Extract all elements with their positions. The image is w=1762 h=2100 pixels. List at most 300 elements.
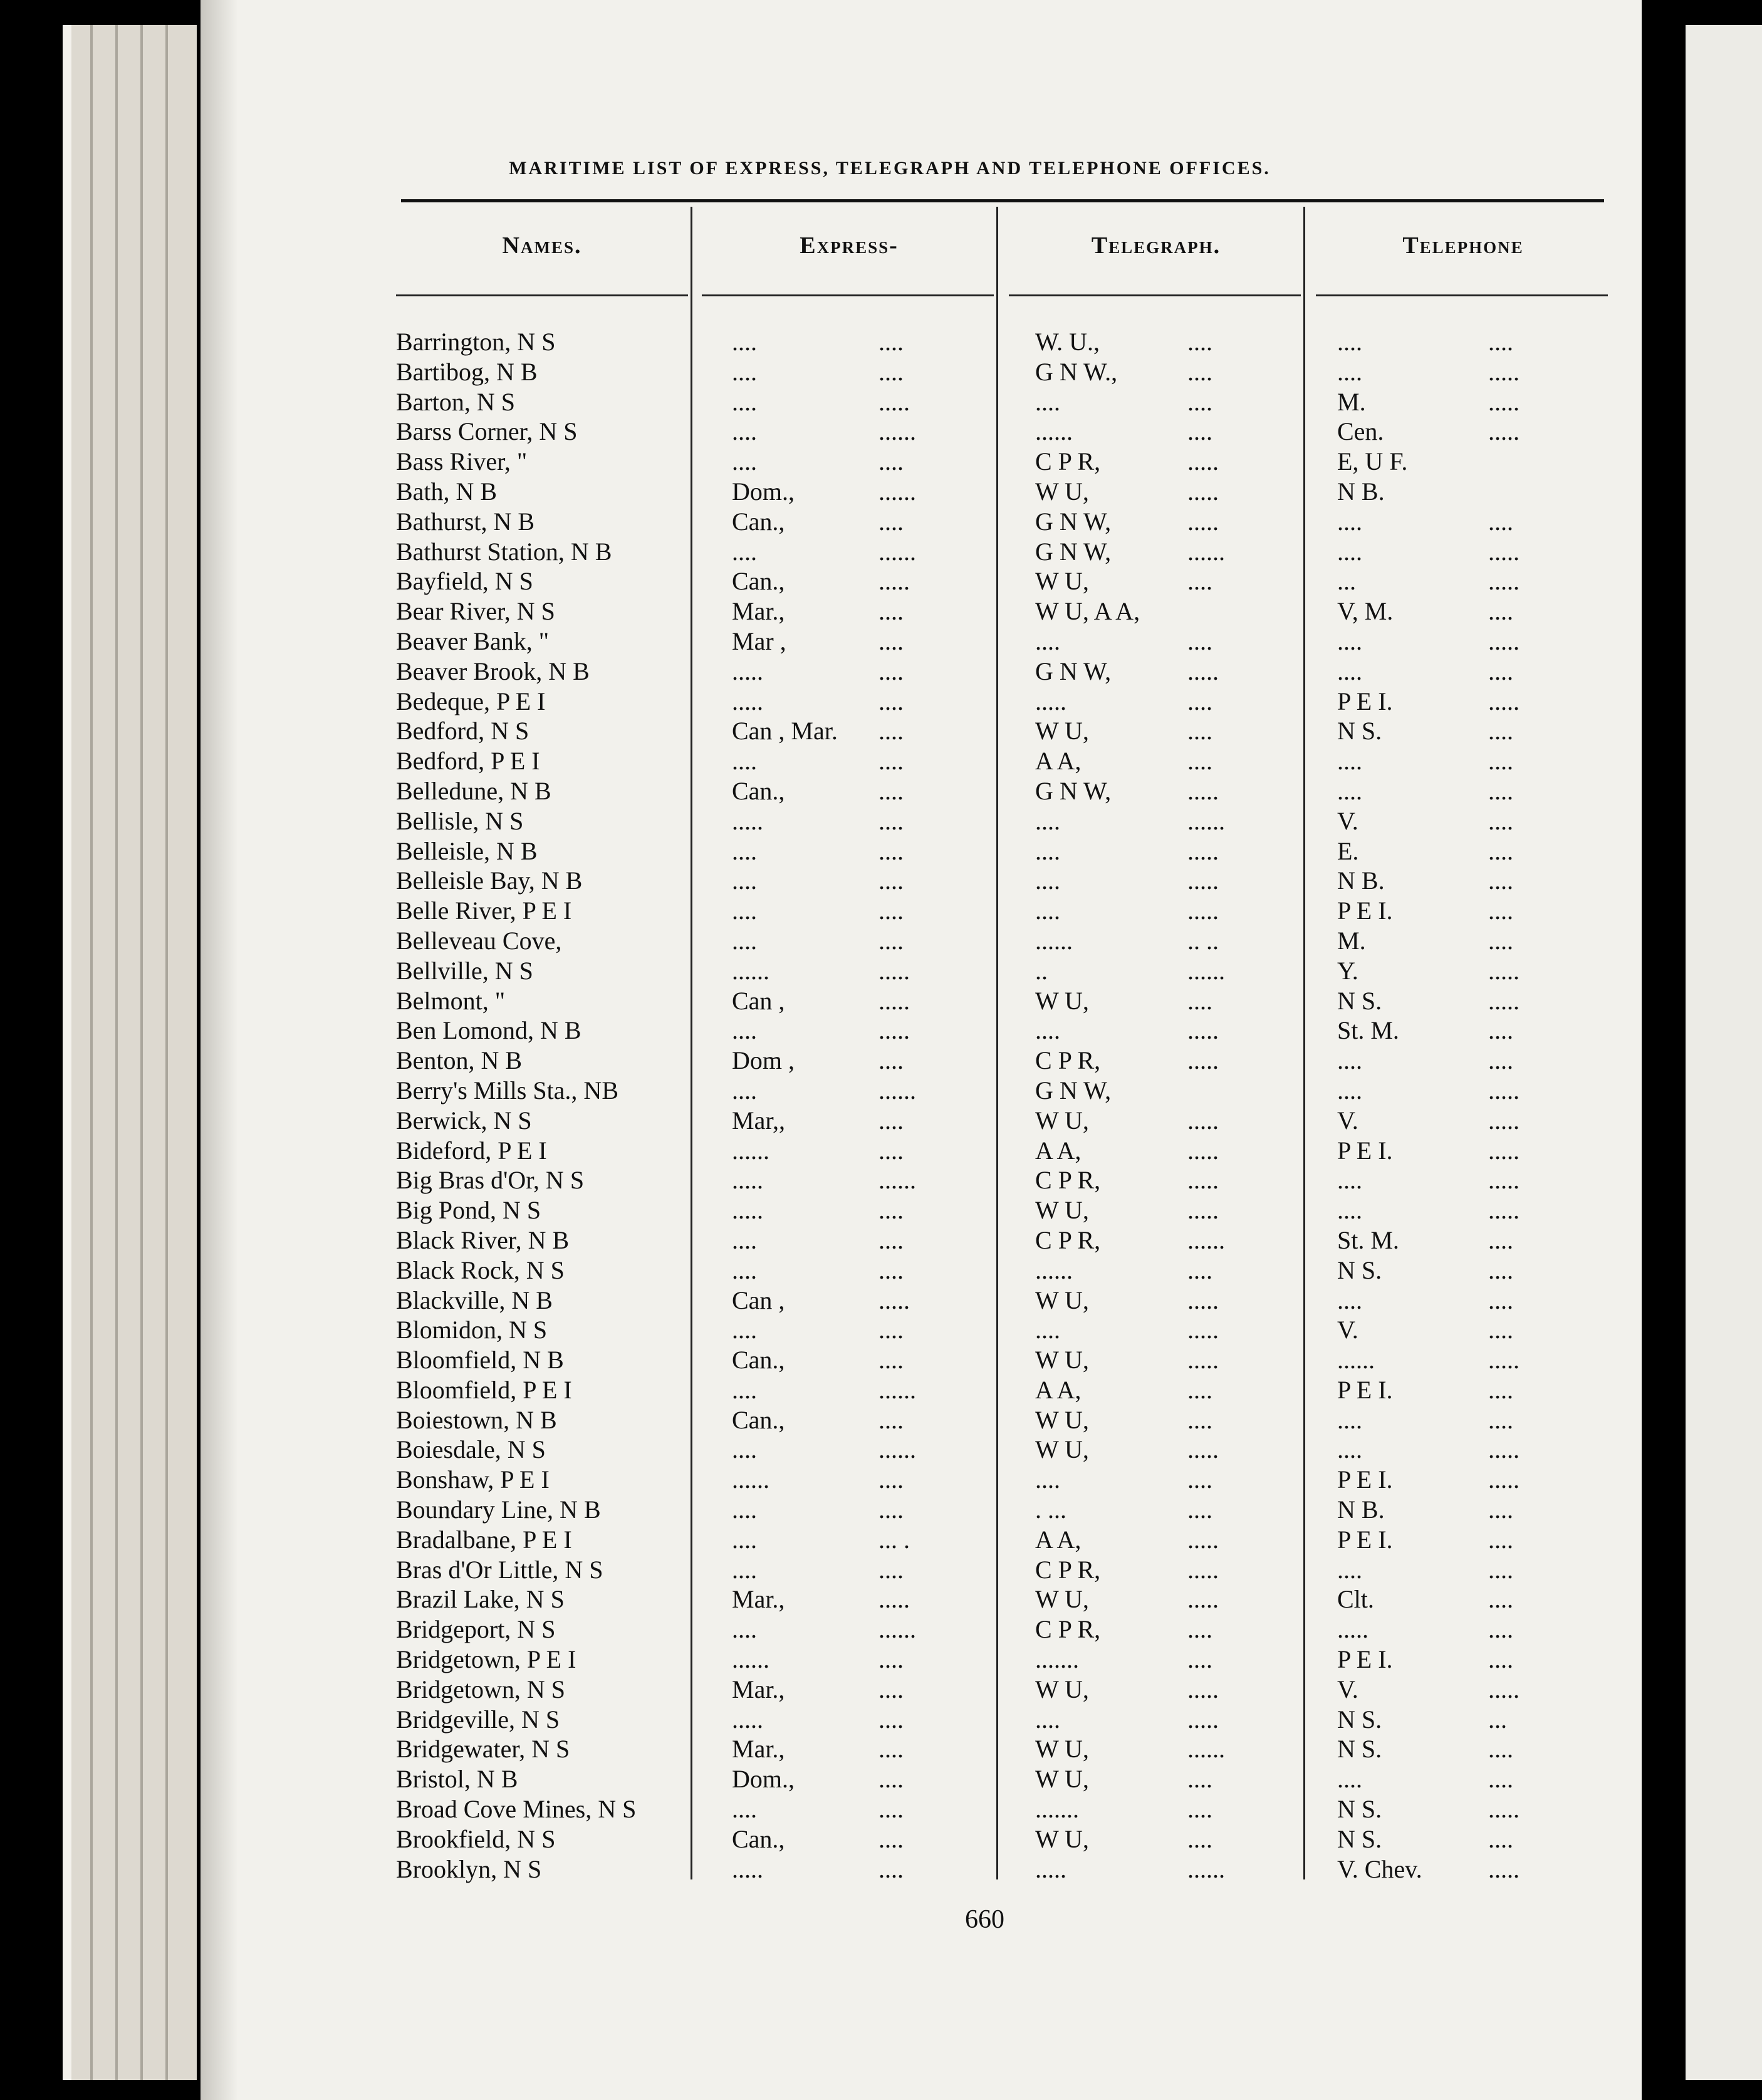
- express-agent: Mar,,: [732, 1106, 786, 1135]
- telephone-company: P E I.: [1337, 1645, 1393, 1674]
- telegraph-company: W. U.,: [1035, 328, 1100, 356]
- place-name: Beaver Bank, ": [396, 626, 550, 655]
- place-name: Black River, N B: [396, 1225, 570, 1254]
- express-agent: ....: [732, 866, 757, 895]
- telephone-company: ....: [1337, 1046, 1362, 1075]
- telegraph-extra: .....: [1187, 1016, 1219, 1045]
- telegraph-company: G N W.,: [1035, 357, 1118, 386]
- telegraph-company: ....: [1035, 626, 1060, 655]
- telephone-company: ....: [1337, 1166, 1362, 1195]
- place-name: Berry's Mills Sta., NB: [396, 1076, 618, 1105]
- express-agent: Can.,: [732, 776, 785, 805]
- table-row: [0, 1854, 1762, 1884]
- telephone-extra: ....: [1488, 1405, 1513, 1434]
- telephone-company: .....: [1337, 1615, 1368, 1644]
- telegraph-extra: ....: [1187, 387, 1212, 416]
- telegraph-company: .....: [1035, 1854, 1066, 1883]
- telegraph-extra: .....: [1187, 1286, 1219, 1314]
- telegraph-extra: .....: [1187, 1166, 1219, 1195]
- telegraph-company: W U,: [1035, 1765, 1089, 1794]
- place-name: Berwick, N S: [396, 1106, 532, 1135]
- express-extra: ....: [878, 357, 904, 386]
- table-row: [0, 626, 1762, 657]
- express-extra: ....: [878, 1316, 904, 1344]
- place-name: Benton, N B: [396, 1046, 523, 1075]
- express-agent: ....: [732, 328, 757, 356]
- telephone-extra: ....: [1488, 1225, 1513, 1254]
- telephone-company: Cen.: [1337, 417, 1384, 446]
- express-agent: Can.,: [732, 1824, 785, 1853]
- express-extra: ......: [878, 1615, 916, 1644]
- express-extra: ....: [878, 1645, 904, 1674]
- telegraph-extra: .....: [1187, 1705, 1219, 1734]
- express-agent: ......: [732, 1465, 769, 1494]
- telegraph-company: W U,: [1035, 1196, 1089, 1225]
- offices-table: [0, 327, 1762, 1884]
- telegraph-extra: ....: [1187, 1615, 1212, 1644]
- express-extra: ....: [878, 866, 904, 895]
- express-agent: ....: [732, 1255, 757, 1284]
- telegraph-extra: ....: [1187, 687, 1212, 715]
- express-extra: ....: [878, 1765, 904, 1794]
- express-extra: ....: [878, 1196, 904, 1225]
- table-row: [0, 1255, 1762, 1286]
- telegraph-company: G N W,: [1035, 776, 1112, 805]
- express-extra: ....: [878, 1136, 904, 1165]
- telegraph-extra: ....: [1187, 1795, 1212, 1824]
- express-agent: ....: [732, 1795, 757, 1824]
- telephone-company: ....: [1337, 537, 1362, 566]
- express-extra: ....: [878, 747, 904, 776]
- place-name: Bedford, N S: [396, 717, 529, 746]
- express-agent: Can ,: [732, 1286, 785, 1314]
- telegraph-company: G N W,: [1035, 657, 1112, 685]
- telegraph-extra: ....: [1187, 357, 1212, 386]
- telegraph-extra: .....: [1187, 507, 1219, 536]
- express-agent: .....: [732, 1854, 763, 1883]
- express-extra: ....: [878, 1735, 904, 1764]
- table-row: [0, 1195, 1762, 1225]
- telegraph-extra: .....: [1187, 1106, 1219, 1135]
- express-agent: .....: [732, 1196, 763, 1225]
- column-header-telephone: Telephone: [1402, 232, 1524, 259]
- telegraph-extra: .....: [1187, 1046, 1219, 1075]
- telegraph-extra: .....: [1187, 1435, 1219, 1464]
- telephone-extra: .....: [1488, 387, 1520, 416]
- telephone-extra: ....: [1488, 1645, 1513, 1674]
- telegraph-company: C P R,: [1035, 1555, 1101, 1584]
- telegraph-company: C P R,: [1035, 1166, 1101, 1195]
- telegraph-extra: .....: [1187, 1136, 1219, 1165]
- place-name: Bridgetown, P E I: [396, 1645, 576, 1674]
- express-extra: .....: [878, 1585, 910, 1614]
- express-agent: ....: [732, 897, 757, 925]
- telephone-extra: ....: [1488, 776, 1513, 805]
- express-agent: Can ,: [732, 986, 785, 1015]
- express-extra: ....: [878, 328, 904, 356]
- telephone-company: P E I.: [1337, 687, 1393, 715]
- telegraph-company: A A,: [1035, 747, 1082, 776]
- place-name: Bridgeport, N S: [396, 1615, 556, 1644]
- telephone-extra: .....: [1488, 1854, 1520, 1883]
- express-extra: ....: [878, 1495, 904, 1524]
- place-name: Boundary Line, N B: [396, 1495, 601, 1524]
- table-row: [0, 1286, 1762, 1316]
- telegraph-extra: .....: [1187, 477, 1219, 506]
- express-extra: ......: [878, 1435, 916, 1464]
- telegraph-company: ....: [1035, 806, 1060, 835]
- express-extra: ....: [878, 626, 904, 655]
- telegraph-extra: .....: [1187, 447, 1219, 476]
- telegraph-extra: ....: [1187, 1465, 1212, 1494]
- telephone-company: P E I.: [1337, 1465, 1393, 1494]
- express-agent: ....: [732, 417, 757, 446]
- express-agent: ....: [732, 836, 757, 865]
- telephone-company: ....: [1337, 657, 1362, 685]
- telephone-extra: ....: [1488, 1255, 1513, 1284]
- telegraph-extra: ....: [1187, 1765, 1212, 1794]
- telephone-extra: .....: [1488, 1076, 1520, 1105]
- telegraph-extra: ....: [1187, 986, 1212, 1015]
- telephone-extra: .....: [1488, 1196, 1520, 1225]
- table-row: [0, 1405, 1762, 1435]
- telephone-company: N S.: [1337, 1705, 1382, 1734]
- telegraph-extra: .....: [1187, 1555, 1219, 1584]
- telephone-extra: .....: [1488, 1795, 1520, 1824]
- express-agent: ......: [732, 956, 769, 985]
- express-agent: ....: [732, 537, 757, 566]
- place-name: Brazil Lake, N S: [396, 1585, 565, 1614]
- express-agent: Mar ,: [732, 626, 786, 655]
- express-agent: ....: [732, 1316, 757, 1344]
- telegraph-extra: ......: [1187, 537, 1225, 566]
- place-name: Bradalbane, P E I: [396, 1525, 572, 1554]
- express-agent: .....: [732, 1705, 763, 1734]
- telegraph-company: ......: [1035, 1255, 1073, 1284]
- telephone-extra: ....: [1488, 1525, 1513, 1554]
- telephone-extra: ....: [1488, 1585, 1513, 1614]
- telegraph-extra: ....: [1187, 567, 1212, 596]
- place-name: Boiesdale, N S: [396, 1435, 546, 1464]
- express-agent: ....: [732, 1495, 757, 1524]
- telephone-company: N S.: [1337, 717, 1382, 746]
- telephone-company: ....: [1337, 776, 1362, 805]
- express-agent: Can.,: [732, 1405, 785, 1434]
- express-agent: ....: [732, 926, 757, 955]
- place-name: Ben Lomond, N B: [396, 1016, 581, 1045]
- heading-rule: [401, 199, 1604, 202]
- place-name: Barss Corner, N S: [396, 417, 578, 446]
- express-extra: ....: [878, 776, 904, 805]
- telephone-company: ....: [1337, 357, 1362, 386]
- telegraph-extra: .....: [1187, 1525, 1219, 1554]
- express-extra: ....: [878, 1675, 904, 1703]
- telephone-company: ....: [1337, 328, 1362, 356]
- telephone-extra: ....: [1488, 1016, 1513, 1045]
- table-row: [0, 1076, 1762, 1106]
- place-name: Bloomfield, N B: [396, 1346, 564, 1375]
- telegraph-company: W U, A A,: [1035, 597, 1140, 626]
- express-agent: ....: [732, 357, 757, 386]
- express-extra: ....: [878, 897, 904, 925]
- place-name: Belleisle Bay, N B: [396, 866, 583, 895]
- table-row: [0, 1824, 1762, 1854]
- telephone-extra: .....: [1488, 1435, 1520, 1464]
- telephone-extra: ....: [1488, 657, 1513, 685]
- telegraph-company: W U,: [1035, 477, 1089, 506]
- telephone-company: N B.: [1337, 1495, 1385, 1524]
- telegraph-company: W U,: [1035, 986, 1089, 1015]
- express-agent: ....: [732, 1525, 757, 1554]
- table-row: [0, 687, 1762, 717]
- telegraph-extra: ....: [1187, 717, 1212, 746]
- place-name: Bridgewater, N S: [396, 1735, 570, 1764]
- express-agent: Dom.,: [732, 1765, 795, 1794]
- place-name: Black Rock, N S: [396, 1255, 565, 1284]
- telephone-company: P E I.: [1337, 1136, 1393, 1165]
- express-extra: ....: [878, 597, 904, 626]
- telegraph-extra: ....: [1187, 1645, 1212, 1674]
- table-row: [0, 507, 1762, 537]
- telegraph-company: ....: [1035, 1705, 1060, 1734]
- express-agent: Dom ,: [732, 1046, 795, 1075]
- place-name: Barrington, N S: [396, 328, 556, 356]
- express-agent: ....: [732, 1375, 757, 1404]
- table-row: [0, 956, 1762, 986]
- express-agent: .....: [732, 806, 763, 835]
- telegraph-extra: .....: [1187, 866, 1219, 895]
- telegraph-company: ....: [1035, 866, 1060, 895]
- telephone-extra: .....: [1488, 986, 1520, 1015]
- telephone-extra: ....: [1488, 1286, 1513, 1314]
- express-agent: ....: [732, 1555, 757, 1584]
- express-extra: ....: [878, 1705, 904, 1734]
- telephone-extra: ....: [1488, 717, 1513, 746]
- telephone-company: M.: [1337, 387, 1366, 416]
- place-name: Belmont, ": [396, 986, 506, 1015]
- place-name: Bridgeville, N S: [396, 1705, 560, 1734]
- express-extra: ....: [878, 507, 904, 536]
- telegraph-extra: ......: [1187, 1735, 1225, 1764]
- telephone-company: Clt.: [1337, 1585, 1374, 1614]
- telegraph-company: W U,: [1035, 1346, 1089, 1375]
- express-agent: Mar.,: [732, 1735, 785, 1764]
- table-row: [0, 1495, 1762, 1525]
- telephone-extra: ....: [1488, 1735, 1513, 1764]
- express-extra: ....: [878, 1795, 904, 1824]
- table-row: [0, 1375, 1762, 1405]
- place-name: Bristol, N B: [396, 1765, 518, 1794]
- table-row: [0, 1794, 1762, 1824]
- express-extra: ......: [878, 1375, 916, 1404]
- telegraph-company: W U,: [1035, 1435, 1089, 1464]
- telephone-extra: ....: [1488, 328, 1513, 356]
- express-extra: ....: [878, 447, 904, 476]
- table-row: [0, 1165, 1762, 1195]
- telephone-company: ....: [1337, 1286, 1362, 1314]
- express-agent: .....: [732, 657, 763, 685]
- table-row: [0, 1734, 1762, 1764]
- express-agent: ....: [732, 1016, 757, 1045]
- express-agent: Can , Mar.: [732, 717, 838, 746]
- telegraph-company: W U,: [1035, 567, 1089, 596]
- telephone-extra: ....: [1488, 836, 1513, 865]
- telegraph-extra: ....: [1187, 1255, 1212, 1284]
- telephone-extra: .....: [1488, 687, 1520, 715]
- express-extra: .....: [878, 387, 910, 416]
- telephone-extra: ...: [1488, 1705, 1507, 1734]
- express-extra: ......: [878, 1076, 916, 1105]
- telegraph-extra: .....: [1187, 1316, 1219, 1344]
- express-extra: .....: [878, 1286, 910, 1314]
- table-row: [0, 746, 1762, 776]
- table-row: [0, 1016, 1762, 1046]
- header-rule-telephone: [1316, 294, 1608, 296]
- telegraph-company: .......: [1035, 1795, 1079, 1824]
- telephone-extra: ....: [1488, 747, 1513, 776]
- express-extra: ....: [878, 836, 904, 865]
- place-name: Beaver Brook, N B: [396, 657, 590, 685]
- table-row: [0, 537, 1762, 567]
- table-row: [0, 387, 1762, 417]
- express-extra: ....: [878, 1854, 904, 1883]
- telegraph-company: W U,: [1035, 1585, 1089, 1614]
- telephone-extra: .....: [1488, 357, 1520, 386]
- place-name: Bear River, N S: [396, 597, 555, 626]
- table-row: [0, 1525, 1762, 1555]
- table-row: [0, 1584, 1762, 1614]
- express-extra: ....: [878, 1405, 904, 1434]
- table-row: [0, 1046, 1762, 1076]
- telegraph-extra: ....: [1187, 1495, 1212, 1524]
- express-extra: ....: [878, 1046, 904, 1075]
- telephone-extra: ....: [1488, 866, 1513, 895]
- telephone-company: ....: [1337, 1765, 1362, 1794]
- table-row: [0, 1675, 1762, 1705]
- express-agent: Can.,: [732, 507, 785, 536]
- telephone-extra: .....: [1488, 626, 1520, 655]
- place-name: Bedeque, P E I: [396, 687, 546, 715]
- place-name: Blackville, N B: [396, 1286, 553, 1314]
- place-name: Belledune, N B: [396, 776, 551, 805]
- express-agent: ....: [732, 387, 757, 416]
- telegraph-extra: .....: [1187, 776, 1219, 805]
- table-row: [0, 1465, 1762, 1495]
- telegraph-company: W U,: [1035, 1735, 1089, 1764]
- table-row: [0, 1345, 1762, 1375]
- express-agent: ....: [732, 1615, 757, 1644]
- telegraph-company: C P R,: [1035, 1615, 1101, 1644]
- express-extra: ....: [878, 657, 904, 685]
- telegraph-company: G N W,: [1035, 1076, 1112, 1105]
- place-name: Boiestown, N B: [396, 1405, 557, 1434]
- telegraph-extra: .....: [1187, 1585, 1219, 1614]
- telegraph-company: C P R,: [1035, 447, 1101, 476]
- express-extra: .....: [878, 956, 910, 985]
- telephone-extra: .....: [1488, 1675, 1520, 1703]
- telephone-company: M.: [1337, 926, 1366, 955]
- telegraph-company: A A,: [1035, 1375, 1082, 1404]
- telegraph-company: G N W,: [1035, 507, 1112, 536]
- place-name: Bloomfield, P E I: [396, 1375, 572, 1404]
- table-row: [0, 596, 1762, 626]
- telegraph-extra: ....: [1187, 1375, 1212, 1404]
- telegraph-extra: ....: [1187, 747, 1212, 776]
- table-row: [0, 477, 1762, 507]
- telephone-company: P E I.: [1337, 1525, 1393, 1554]
- telegraph-company: ....: [1035, 897, 1060, 925]
- telegraph-extra: ....: [1187, 1824, 1212, 1853]
- table-row: [0, 657, 1762, 687]
- telegraph-extra: .....: [1187, 897, 1219, 925]
- telephone-extra: .....: [1488, 1166, 1520, 1195]
- table-row: [0, 566, 1762, 596]
- telephone-company: St. M.: [1337, 1016, 1399, 1045]
- telegraph-company: W U,: [1035, 1405, 1089, 1434]
- place-name: Bartibog, N B: [396, 357, 538, 386]
- telephone-company: St. M.: [1337, 1225, 1399, 1254]
- express-extra: ......: [878, 1166, 916, 1195]
- express-extra: ....: [878, 1555, 904, 1584]
- express-extra: ... .: [878, 1525, 910, 1554]
- telephone-company: N S.: [1337, 1824, 1382, 1853]
- express-extra: .....: [878, 986, 910, 1015]
- telephone-company: ....: [1337, 1555, 1362, 1584]
- telegraph-company: ......: [1035, 926, 1073, 955]
- place-name: Big Pond, N S: [396, 1196, 541, 1225]
- telegraph-extra: ......: [1187, 1854, 1225, 1883]
- express-agent: Mar.,: [732, 1675, 785, 1703]
- telephone-company: N S.: [1337, 1735, 1382, 1764]
- express-agent: ......: [732, 1645, 769, 1674]
- telephone-company: P E I.: [1337, 1375, 1393, 1404]
- telephone-company: ....: [1337, 1076, 1362, 1105]
- express-agent: Can.,: [732, 567, 785, 596]
- telegraph-company: C P R,: [1035, 1046, 1101, 1075]
- page-number: 660: [965, 1905, 1004, 1934]
- table-row: [0, 447, 1762, 477]
- column-header-express: Express-: [800, 232, 899, 259]
- express-agent: ....: [732, 1225, 757, 1254]
- telephone-extra: ....: [1488, 1316, 1513, 1344]
- header-rule-telegraph: [1009, 294, 1301, 296]
- place-name: Big Bras d'Or, N S: [396, 1166, 585, 1195]
- table-row: [0, 417, 1762, 447]
- place-name: Bathurst, N B: [396, 507, 535, 536]
- table-row: [0, 1315, 1762, 1345]
- column-header-names: Names.: [502, 232, 582, 259]
- telephone-company: E, U F.: [1337, 447, 1408, 476]
- table-row: [0, 836, 1762, 866]
- telegraph-company: W U,: [1035, 717, 1089, 746]
- express-agent: ......: [732, 1136, 769, 1165]
- telephone-extra: ....: [1488, 897, 1513, 925]
- table-row: [0, 357, 1762, 387]
- express-agent: Dom.,: [732, 477, 795, 506]
- telegraph-company: G N W,: [1035, 537, 1112, 566]
- telegraph-extra: .....: [1187, 1675, 1219, 1703]
- table-row: [0, 1614, 1762, 1645]
- telephone-company: ......: [1337, 1346, 1375, 1375]
- telegraph-company: . ...: [1035, 1495, 1066, 1524]
- table-row: [0, 806, 1762, 836]
- place-name: Bellisle, N S: [396, 806, 524, 835]
- place-name: Broad Cove Mines, N S: [396, 1795, 637, 1824]
- express-agent: .....: [732, 1166, 763, 1195]
- place-name: Bass River, ": [396, 447, 528, 476]
- place-name: Bellville, N S: [396, 956, 533, 985]
- place-name: Bedford, P E I: [396, 747, 540, 776]
